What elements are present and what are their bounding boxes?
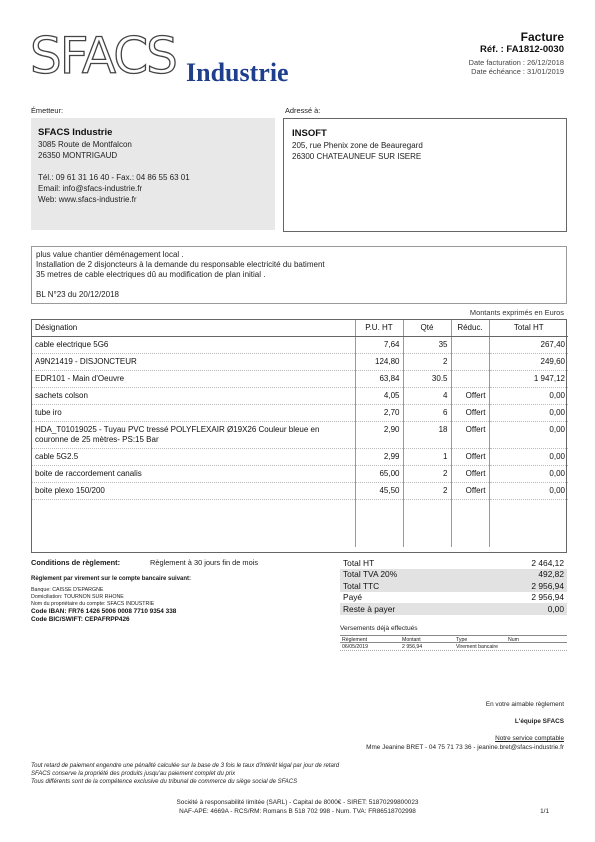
- cell-designation: sachets colson: [32, 387, 355, 404]
- sender-website: Web: www.sfacs-industrie.fr: [38, 195, 137, 204]
- closing-greeting: En votre aimable règlement: [485, 701, 564, 708]
- cell-designation: tube iro: [32, 404, 355, 421]
- cell-unit-price: 65,00: [355, 465, 403, 482]
- legal-notes: [31, 762, 339, 786]
- page-number: 1/1: [540, 808, 549, 815]
- recipient-label: Adressé à:: [285, 106, 321, 115]
- cell-discount: Offert: [451, 448, 489, 465]
- document-title: Facture: [520, 30, 564, 44]
- table-row: [32, 404, 568, 421]
- cell-unit-price: 4,05: [355, 387, 403, 404]
- cell-quantity: 6: [403, 404, 451, 421]
- total-ttc-label: Total TTC: [343, 580, 380, 591]
- cell-quantity: 30.5: [403, 370, 451, 387]
- logo-sub-text: Industrie: [186, 58, 289, 87]
- cell-quantity: 35: [403, 336, 451, 353]
- cell-quantity: 2: [403, 353, 451, 370]
- paid-label: Payé: [343, 592, 363, 603]
- total-ht-label: Total HT: [343, 557, 375, 568]
- totals-block: [340, 557, 567, 615]
- payment-terms-label: Conditions de règlement:: [31, 558, 121, 567]
- payment-type: Virement bancaire: [456, 644, 499, 650]
- total-ht-value: 2 464,12: [531, 557, 564, 568]
- remaining-label: Reste à payer: [343, 603, 396, 614]
- remaining-value: 0,00: [547, 603, 564, 614]
- recipient-address-line-2: 26300 CHATEAUNEUF SUR ISERE: [292, 152, 422, 161]
- cell-unit-price: 124,80: [355, 353, 403, 370]
- table-row: [32, 421, 568, 448]
- sender-label: Émetteur:: [31, 106, 64, 115]
- cell-discount: Offert: [451, 465, 489, 482]
- cell-total: 0,00: [489, 482, 568, 499]
- recipient-name: INSOFT: [292, 128, 327, 139]
- invoice-date: Date facturation : 26/12/2018: [468, 58, 564, 67]
- cell-quantity: 2: [403, 465, 451, 482]
- cell-total: 1 947,12: [489, 370, 568, 387]
- payments-header-date: Règlement: [342, 637, 368, 643]
- cell-quantity: 4: [403, 387, 451, 404]
- sender-block: [31, 118, 275, 230]
- currency-note: Montants exprimés en Euros: [469, 308, 564, 317]
- total-ht-row: [340, 557, 567, 569]
- footer-company-info: Société à responsabilité limitée (SARL) - Capital de 8000€ - SIRET: 51870299800023: [176, 799, 419, 806]
- line-items-table: [31, 319, 567, 553]
- cell-discount: Offert: [451, 482, 489, 499]
- paid-row: [340, 592, 567, 604]
- cell-unit-price: 63,84: [355, 370, 403, 387]
- legal-note-line: Tout retard de paiement engendre une pénalité calculée sur la base de 3 fois le taux d'intérêt légal par jour de retard: [31, 763, 340, 769]
- payment-amount: 2 956,94: [402, 644, 423, 650]
- description-line: Installation de 2 disjoncteurs à la demande du responsable electricité du batiment: [36, 260, 325, 269]
- cell-discount: Offert: [451, 421, 489, 448]
- cell-total: 0,00: [489, 387, 568, 404]
- cell-unit-price: 2,90: [355, 421, 403, 448]
- table-row: [32, 353, 568, 370]
- bank-details: [31, 587, 176, 624]
- column-header-designation: Désignation: [32, 320, 355, 336]
- payments-header-type: Type: [456, 637, 468, 643]
- table-empty-space: [32, 499, 568, 547]
- table-header-row: [32, 320, 568, 336]
- cell-quantity: 1: [403, 448, 451, 465]
- cell-designation: cable 5G2.5: [32, 448, 355, 465]
- payments-header-number: Num: [508, 637, 519, 643]
- cell-designation: EDR101 - Main d'Oeuvre: [32, 370, 355, 387]
- total-tva-label: Total TVA 20%: [343, 569, 398, 580]
- cell-total: 249,60: [489, 353, 568, 370]
- total-ttc-row: [340, 580, 567, 592]
- legal-note-line: Tous différents sont de la compétence exclusive du tribunal de commerce du siège social de SFACS: [31, 779, 298, 785]
- iban-code: Code IBAN: FR76 1426 5006 0008 7710 9354 338: [31, 608, 177, 615]
- cell-unit-price: 2,70: [355, 404, 403, 421]
- sender-email: Email: info@sfacs-industrie.fr: [38, 184, 143, 193]
- signature-team: L'équipe SFACS: [514, 718, 564, 725]
- sender-phone-fax: Tél.: 09 61 31 16 40 - Fax.: 04 86 55 63 01: [38, 173, 190, 182]
- bank-branch: Domiciliation: TOURNON SUR RHONE: [31, 594, 124, 600]
- bank-name: Banque: CAISSE D'EPARGNE: [31, 587, 104, 593]
- cell-total: 0,00: [489, 448, 568, 465]
- cell-total: 0,00: [489, 421, 568, 448]
- payments-header-row: [340, 635, 567, 643]
- legal-note-line: SFACS conserve la propriété des produits jusqu'au paiement complet du prix: [31, 771, 236, 777]
- accounting-contact: Mme Jeanine BRET - 04 75 71 73 36 - jeanine.bret@sfacs-industrie.fr: [366, 744, 564, 751]
- cell-quantity: 18: [403, 421, 451, 448]
- footer-registration-info: NAF-APE: 4669A - RCS/RM: Romans B 518 702 998 - Num. TVA: FR86518702998: [179, 808, 416, 815]
- total-tva-value: 492,82: [538, 569, 564, 580]
- cell-discount: [451, 336, 489, 353]
- cell-discount: Offert: [451, 404, 489, 421]
- account-owner: Nom du propriétaire du compte: SFACS INDUSTRIE: [31, 601, 155, 607]
- delivery-note-reference: BL N°23 du 20/12/2018: [36, 290, 119, 299]
- payments-row: [340, 643, 567, 651]
- recipient-address-line-1: 205, rue Phenix zone de Beauregard: [292, 141, 423, 150]
- column-header-quantity: Qté: [403, 320, 451, 336]
- total-ttc-value: 2 956,94: [531, 580, 564, 591]
- cell-total: 267,40: [489, 336, 568, 353]
- table-row: [32, 448, 568, 465]
- company-logo: [30, 28, 320, 88]
- recipient-block: [283, 118, 567, 232]
- column-header-total: Total HT: [489, 320, 568, 336]
- cell-unit-price: 2,99: [355, 448, 403, 465]
- cell-quantity: 2: [403, 482, 451, 499]
- cell-designation: A9N21419 - DISJONCTEUR: [32, 353, 355, 370]
- cell-designation: boite plexo 150/200: [32, 482, 355, 499]
- sender-address-line-2: 26350 MONTRIGAUD: [38, 151, 118, 160]
- total-tva-row: [340, 569, 567, 581]
- payments-header-amount: Montant: [402, 637, 421, 643]
- cell-unit-price: 45,50: [355, 482, 403, 499]
- invoice-reference: Réf. : FA1812-0030: [480, 44, 564, 55]
- payment-terms-value: Règlement à 30 jours fin de mois: [150, 558, 259, 567]
- column-header-discount: Réduc.: [451, 320, 489, 336]
- cell-designation: HDA_T01019025 - Tuyau PVC tressé POLYFLEXAIR Ø19X26 Couleur bleue en couronne de 25 mètres- PS:15 Bar: [32, 421, 355, 448]
- cell-discount: [451, 370, 489, 387]
- table-row: [32, 387, 568, 404]
- cell-designation: boite de raccordement canalis: [32, 465, 355, 482]
- column-header-unit-price: P.U. HT: [355, 320, 403, 336]
- description-line: plus value chantier déménagement local .: [36, 250, 184, 259]
- paid-value: 2 956,94: [531, 592, 564, 603]
- table-row: [32, 482, 568, 499]
- payments-title: Versements déjà effectués: [340, 625, 418, 632]
- table-row: [32, 465, 568, 482]
- cell-discount: Offert: [451, 387, 489, 404]
- remaining-row: [340, 603, 567, 615]
- payment-date: 06/05/2019: [342, 644, 368, 650]
- table-row: [32, 370, 568, 387]
- accounting-service: Notre service comptable: [495, 735, 564, 742]
- cell-designation: cable electrique 5G6: [32, 336, 355, 353]
- sender-name: SFACS Industrie: [38, 127, 113, 138]
- due-date: Date échéance : 31/01/2019: [471, 67, 564, 76]
- description-line: 35 metres de cable electriques dû au modification de plan initial .: [36, 270, 266, 279]
- table-row: [32, 336, 568, 353]
- cell-unit-price: 7,64: [355, 336, 403, 353]
- cell-discount: [451, 353, 489, 370]
- logo-brand-text: SFACS: [30, 27, 176, 85]
- bic-code: Code BIC/SWIFT: CEPAFRPP426: [31, 616, 130, 623]
- bank-transfer-title: Règlement par virement sur le compte bancaire suivant:: [31, 576, 192, 582]
- cell-total: 0,00: [489, 465, 568, 482]
- cell-total: 0,00: [489, 404, 568, 421]
- invoice-description: [31, 246, 567, 304]
- sender-address-line-1: 3085 Route de Montfalcon: [38, 140, 132, 149]
